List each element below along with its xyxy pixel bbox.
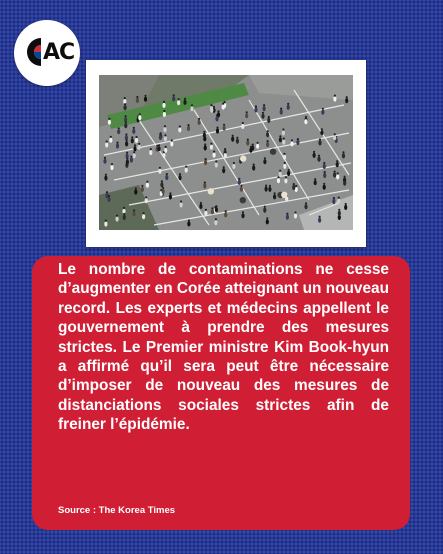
card-body-text: Le nombre de contaminations ne cesse d’augmenter en Corée atteignant un nouveau record. Les experts et médecins appellent le gouvernement à prendre des mesures strictes. Le Premier ministre Kim Book-hyun a affirmé qu’il sera peut être nécessaire d’imposer de nouveau des mesures de distanciations sociales strictes afin de freiner l’épidémie. xyxy=(58,261,389,434)
info-card xyxy=(32,256,410,530)
news-photo xyxy=(86,60,366,247)
crowd-queue-photo xyxy=(99,75,353,230)
logo-text: AC xyxy=(43,40,75,65)
oac-logo xyxy=(14,20,80,86)
source-credit: Source : The Korea Times xyxy=(58,505,176,516)
yin-yang-o-icon xyxy=(27,38,41,66)
